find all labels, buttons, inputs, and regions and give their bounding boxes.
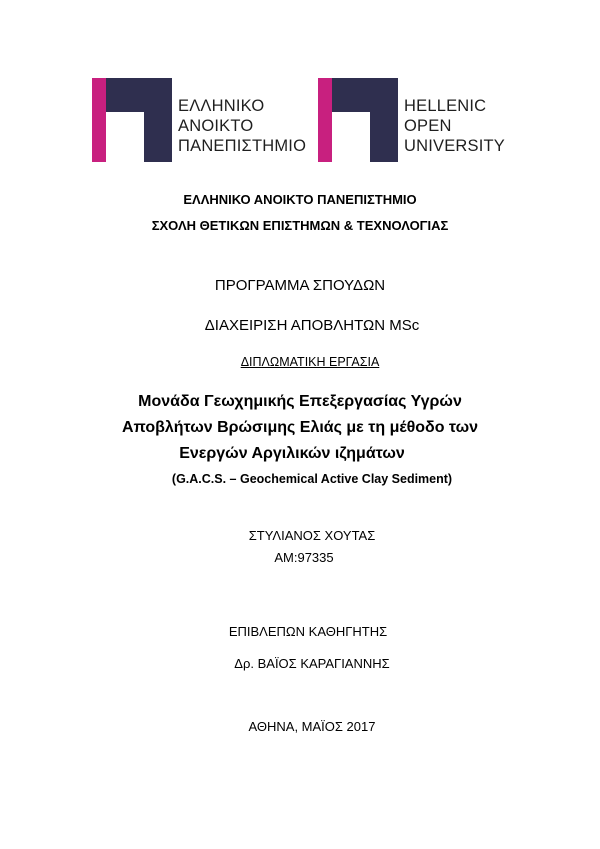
- author-id: ΑΜ:97335: [274, 550, 334, 565]
- thesis-subtitle: (G.A.C.S. – Geochemical Active Clay Sediment): [171, 472, 453, 486]
- university-name: ΕΛΛΗΝΙΚΟ ΑΝΟΙΚΤΟ ΠΑΝΕΠΙΣΤΗΜΙΟ: [183, 192, 417, 207]
- thesis-title-line: Ενεργών Αργιλικών ιζημάτων: [179, 445, 405, 462]
- author-name: ΣΤΥΛΙΑΝΟΣ ΧΟΥΤΑΣ: [248, 528, 376, 543]
- thesis-title-line: Μονάδα Γεωχημικής Επεξεργασίας Υγρών: [138, 393, 462, 410]
- thesis-title-line: Αποβλήτων Βρώσιμης Ελιάς με τη μέθοδο των: [121, 419, 479, 436]
- program-name: ΔΙΑΧΕΙΡΙΣΗ ΑΠΟΒΛΗΤΩΝ MSc: [204, 317, 420, 334]
- thesis-type: ΔΙΠΛΩΜΑΤΙΚΗ ΕΡΓΑΣΙΑ: [240, 355, 380, 369]
- school-name: ΣΧΟΛΗ ΘΕΤΙΚΩΝ ΕΠΙΣΤΗΜΩΝ & ΤΕΧΝΟΛΟΓΙΑΣ: [151, 218, 449, 233]
- logo-line: HELLENIC: [404, 97, 487, 115]
- program-label: ΠΡΟΓΡΑΜΜΑ ΣΠΟΥΔΩΝ: [214, 277, 386, 294]
- place-date: ΑΘΗΝΑ, ΜΑΪΟΣ 2017: [248, 719, 376, 734]
- logo-line: ΕΛΛΗΝΙΚΟ: [178, 97, 265, 115]
- hou-logo-english: [318, 78, 518, 162]
- logo-line: OPEN: [404, 117, 452, 135]
- hou-emblem-icon: [318, 78, 398, 162]
- hou-logo-greek: [92, 78, 312, 162]
- logo-line: ΑΝΟΙΚΤΟ: [178, 117, 254, 135]
- logo-line: ΠΑΝΕΠΙΣΤΗΜΙΟ: [178, 137, 307, 155]
- supervisor-label: ΕΠΙΒΛΕΠΩΝ ΚΑΘΗΓΗΤΗΣ: [228, 624, 388, 639]
- logo-text-english: [404, 96, 505, 156]
- logo-text-greek: [178, 96, 306, 156]
- hou-emblem-icon: [92, 78, 172, 162]
- supervisor-name: Δρ. ΒΑΪΟΣ ΚΑΡΑΓΙΑΝΝΗΣ: [234, 656, 390, 671]
- logo-line: UNIVERSITY: [404, 137, 506, 155]
